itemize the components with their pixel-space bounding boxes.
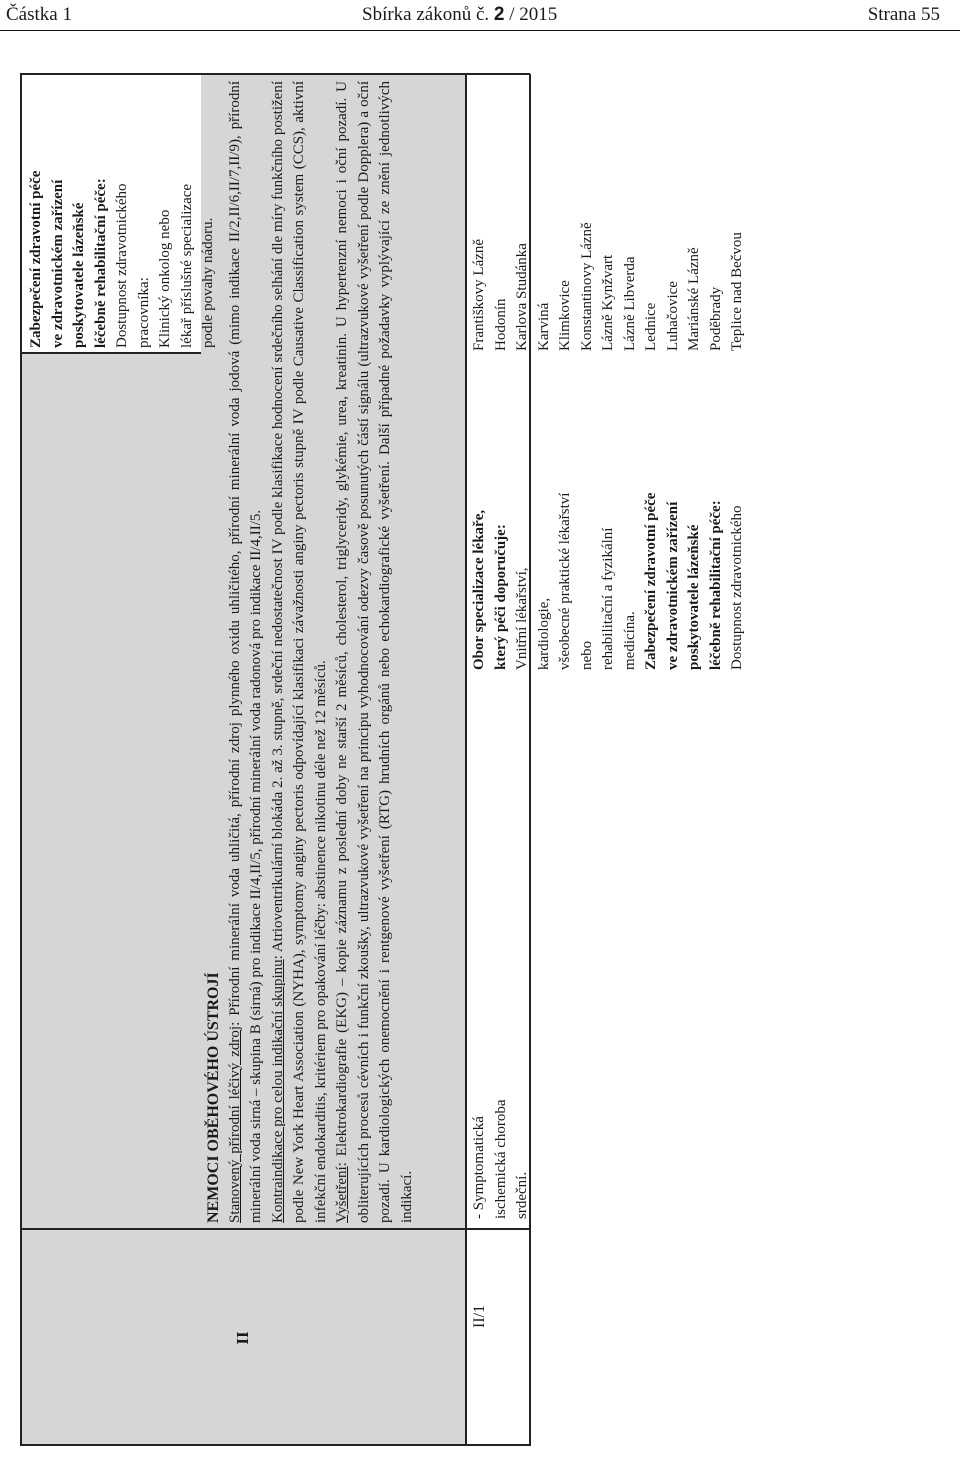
spec-line: Zabezpečení zdravotní péče: [643, 492, 659, 670]
page-number: Strana 55: [867, 4, 940, 25]
top-right-line: ve zdravotnickém zařízení: [49, 179, 66, 348]
diagnosis-line: - Symptomatická: [471, 1116, 487, 1219]
top-right-line: Dostupnost zdravotnického: [114, 183, 130, 348]
spec-line: poskytovatele lázeňské: [686, 524, 702, 670]
places-cell: [466, 75, 745, 351]
diagnosis-cell: [466, 829, 529, 1229]
top-right-line: Zabezpečení zdravotní péče: [28, 170, 44, 348]
place-item: Konstantinovy Lázně: [578, 222, 595, 351]
top-right-cell: [20, 74, 216, 354]
place-item: Luhačovice: [664, 281, 681, 351]
spec-line: který péči doporučuje:: [492, 524, 509, 670]
spec-line: Vnitřní lékařství,: [514, 567, 530, 670]
rotated-table: [20, 74, 745, 1446]
examination-label: Vyšetření: [334, 1166, 350, 1223]
collection-year: / 2015: [509, 4, 558, 25]
group-body: [201, 75, 465, 1229]
issue-part: Částka 1: [6, 4, 72, 25]
place-item: Karlova Studánka: [514, 243, 530, 351]
spec-line: léčebně rehabilitační péče:: [707, 500, 724, 670]
spec-line: Dostupnost zdravotnického: [729, 505, 745, 670]
place-item: Teplice nad Bečvou: [729, 232, 745, 351]
examination-paragraph: [332, 81, 418, 1223]
top-right-line: podle povahy nádoru.: [200, 217, 216, 348]
place-item: Františkovy Lázně: [471, 238, 487, 351]
examination-text: : Elektrokardiografie (EKG) – kopie záznamu z poslední doby ne starší 2 měsíců, cholesterol, triglyceridy, glykémie, urea, kreatinin. U hypertenzní nemoci i oční pozadí. U obliterujících procesů cévních i funkční zkoušky, ultrazvukové vyšetření na principu vyhodnocování odezvy časově posunutých částí signálu (ultrazvukové vyšetření podle Dopplera) a oční pozadí. U kardiologických onemocnění i rentgenové vyšetření (RTG) hrudních orgánů nebo echokardiografické vyšetření. Další případné požadavky vyplývající ze znění jednotlivých indikací.: [334, 81, 415, 1223]
diagnosis-line: ischemická choroba: [492, 1099, 509, 1219]
collection-prefix: Sbírka zákonů č.: [362, 4, 490, 25]
place-item: Klimkovice: [557, 280, 573, 351]
specialization-cell: [466, 354, 745, 670]
top-right-line: Klinický onkolog nebo: [157, 209, 173, 348]
place-item: Mariánské Lázně: [686, 247, 702, 351]
group-code: II: [232, 1331, 252, 1345]
spec-line: ve zdravotnickém zařízení: [664, 501, 681, 670]
contraindication-paragraph: [268, 81, 333, 1223]
spec-line: všeobecné praktické lékařství: [557, 492, 573, 670]
spec-line: Obor specializace lékaře,: [471, 509, 487, 670]
page-header: [0, 0, 960, 31]
row-code: II/1: [471, 1304, 488, 1328]
place-item: Lázně Libverda: [621, 256, 638, 351]
contraindication-text: : Atrioventrikulární blokáda 2. až 3. stupně, srdeční nedostatečnost IV podle klasifikace hodnocení srdečního selhání dle míry funkčního postižení podle New York Heart Association (NYHA), symptomy anginy pectoris odpovídající klasifikaci závažnosti anginy pectoris stupně IV podle Causative Classification system (CCS), aktivní infekční endokarditis, kritériem pro opakování léčby: abstinence nikotinu déle než 12 měsíců.: [269, 81, 329, 1223]
collection-title: [362, 4, 557, 26]
natural-source-label: Stanovený přírodní léčivý zdroj: [226, 1025, 243, 1223]
contraindication-label: Kontraindikace pro celou indikační skupinu: [269, 959, 286, 1223]
top-right-line: pracovníka:: [135, 277, 152, 348]
natural-source-paragraph: [225, 81, 268, 1223]
group-title: NEMOCI OBĚHOVÉHO ÚSTROJÍ: [205, 972, 222, 1223]
place-item: Lednice: [643, 302, 659, 351]
top-right-line: léčebně rehabilitační péče:: [92, 178, 109, 348]
diagnosis-line: srdeční.: [514, 1171, 530, 1219]
spec-line: kardiologie,: [535, 597, 552, 670]
spec-line: rehabilitační a fyzikální: [600, 527, 616, 670]
place-item: Hodonín: [492, 298, 509, 351]
collection-number: 2: [493, 4, 505, 25]
place-item: Lázně Kynžvart: [600, 254, 616, 351]
top-right-line: poskytovatele lázeňské: [71, 202, 87, 348]
spec-line: nebo: [578, 640, 595, 670]
spec-line: medicína.: [621, 611, 638, 670]
top-right-line: lékař příslušné specializace: [178, 183, 195, 348]
place-item: Karviná: [535, 302, 552, 351]
place-item: Poděbrady: [707, 286, 724, 351]
natural-source-text: : Přírodní minerální voda uhličitá, přírodní zdroj plynného oxidu uhličitého, přírodní minerální voda jodová (mimo indikace II/2,II/6,II/7,II/9), přírodní minerální voda sirná – skupina B (sirná) pro indikace II/4,II/5, přírodní minerální voda radonová pro indikace II/4,II/5.: [226, 81, 264, 1223]
